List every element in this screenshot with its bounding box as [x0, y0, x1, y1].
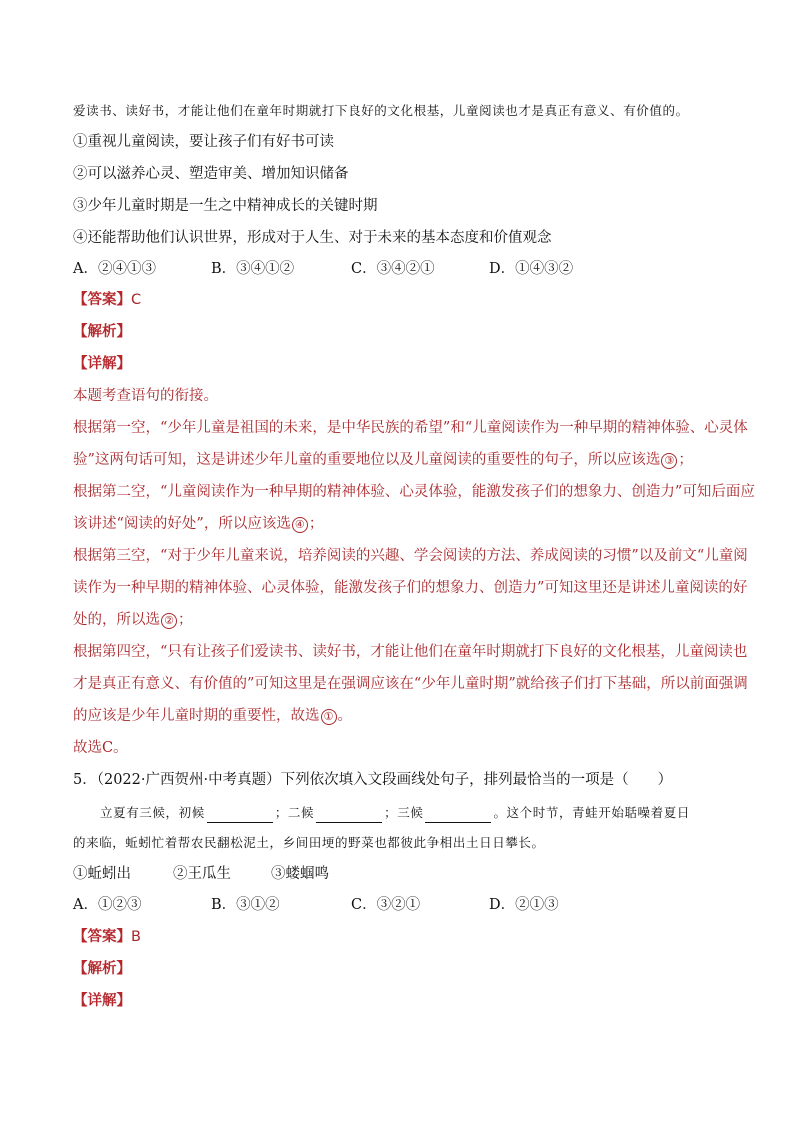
- para2-line1: 根据第二空，“儿童阅读作为一种早期的精神体验、心灵体验，能激发孩子们的想象力、创造力”可知后面应: [73, 484, 755, 500]
- fill-blank-3: [425, 808, 491, 823]
- q5-choice-d: D．②①③: [489, 897, 559, 913]
- q5-passage-line1: 立夏有三候，初候 ；二候 ；三候 。这个时节，青蛙开始聒噪着夏日: [100, 803, 690, 823]
- answer-value: B: [131, 929, 141, 945]
- q5-analysis-label: 【解析】: [73, 961, 131, 977]
- sentence-option-1: ①重视儿童阅读，要让孩子们有好书可读: [73, 134, 334, 150]
- sentence-option-3: ③少年儿童时期是一生之中精神成长的关键时期: [73, 198, 378, 214]
- sentence-option-2: ②可以滋养心灵、塑造审美、增加知识储备: [73, 166, 349, 182]
- q5-choices: [73, 895, 559, 915]
- q4-analysis-label: 【解析】: [73, 324, 131, 340]
- q4-answer: [73, 290, 141, 310]
- fill-blank-1: [207, 808, 273, 823]
- para2-line2: 该讲述“阅读的好处”，所以应该选 ④ ；: [73, 516, 324, 532]
- q5-item-1: ①蚯蚓出: [73, 866, 131, 882]
- q5-passage-line2: 的来临，蚯蚓忙着帮农民翻松泥土，乡间田埂的野菜也都彼此争相出土日日攀长。: [73, 835, 545, 850]
- q5-items: [73, 864, 329, 884]
- question5-stem: 5．（2022·广西贺州·中考真题）下列依次填入文段画线处句子，排列最恰当的一项是（ ）: [73, 772, 673, 788]
- q4-choices: [73, 259, 573, 279]
- q4-choice-b: B．③④①②: [211, 261, 295, 277]
- para3-line2: 读作为一种早期的精神体验、心灵体验，能激发孩子们的想象力、创造力”可知这里还是讲述儿童阅读的好: [73, 580, 748, 596]
- q4-detail-label: 【详解】: [73, 356, 131, 372]
- q4-conclusion: 故选C。: [73, 740, 128, 756]
- fill-blank-2: [316, 808, 382, 823]
- answer-label: 【答案】: [73, 929, 131, 945]
- detail-intro: 本题考查语句的衔接。: [73, 388, 218, 404]
- circled-mark: ①: [321, 709, 337, 725]
- q5-choice-b: B．③①②: [211, 897, 280, 913]
- para1-line2: 验”这两句话可知，这是讲述少年儿童的重要地位以及儿童阅读的重要性的句子，所以应该选 ③ ；: [73, 452, 693, 468]
- q4-choice-a: A．②④①③: [73, 261, 156, 277]
- circled-mark: ④: [292, 517, 308, 533]
- para4-line3: 的应该是少年儿童时期的重要性，故选 ① 。: [73, 708, 352, 724]
- q4-choice-d: D．①④③②: [489, 261, 574, 277]
- q5-answer: [73, 927, 141, 947]
- para3-line1: 根据第三空，“对于少年儿童来说，培养阅读的兴趣、学会阅读的方法、养成阅读的习惯”以及前文“儿童阅: [73, 548, 748, 564]
- question4-stem-end: 爱读书、读好书，才能让他们在童年时期就打下良好的文化根基，儿童阅读也才是真正有意义、有价值的。: [73, 103, 689, 118]
- para3-line3: 处的，所以选 ② ；: [73, 612, 193, 628]
- circled-mark: ③: [661, 453, 677, 469]
- circled-mark: ②: [161, 613, 177, 629]
- q5-choice-a: A．①②③: [73, 897, 142, 913]
- q5-choice-c: C．③②①: [351, 897, 421, 913]
- para4-line1: 根据第四空，“只有让孩子们爱读书、读好书，才能让他们在童年时期就打下良好的文化根基，儿童阅读也: [73, 644, 748, 660]
- q5-item-2: ②王瓜生: [173, 866, 231, 882]
- q4-choice-c: C．③④②①: [351, 261, 435, 277]
- para4-line2: 才是真正有意义、有价值的”可知这里是在强调应该在“少年儿童时期”就给孩子们打下基础，所以前面强调: [73, 676, 748, 692]
- q5-detail-label: 【详解】: [73, 993, 131, 1009]
- para1-line1: 根据第一空，“少年儿童是祖国的未来，是中华民族的希望”和“儿童阅读作为一种早期的精神体验、心灵体: [73, 420, 748, 436]
- sentence-option-4: ④还能帮助他们认识世界，形成对于人生、对于未来的基本态度和价值观念: [73, 230, 552, 246]
- answer-label: 【答案】: [73, 292, 131, 308]
- q5-item-3: ③蝼蝈鸣: [271, 866, 329, 882]
- answer-value: C: [131, 292, 142, 308]
